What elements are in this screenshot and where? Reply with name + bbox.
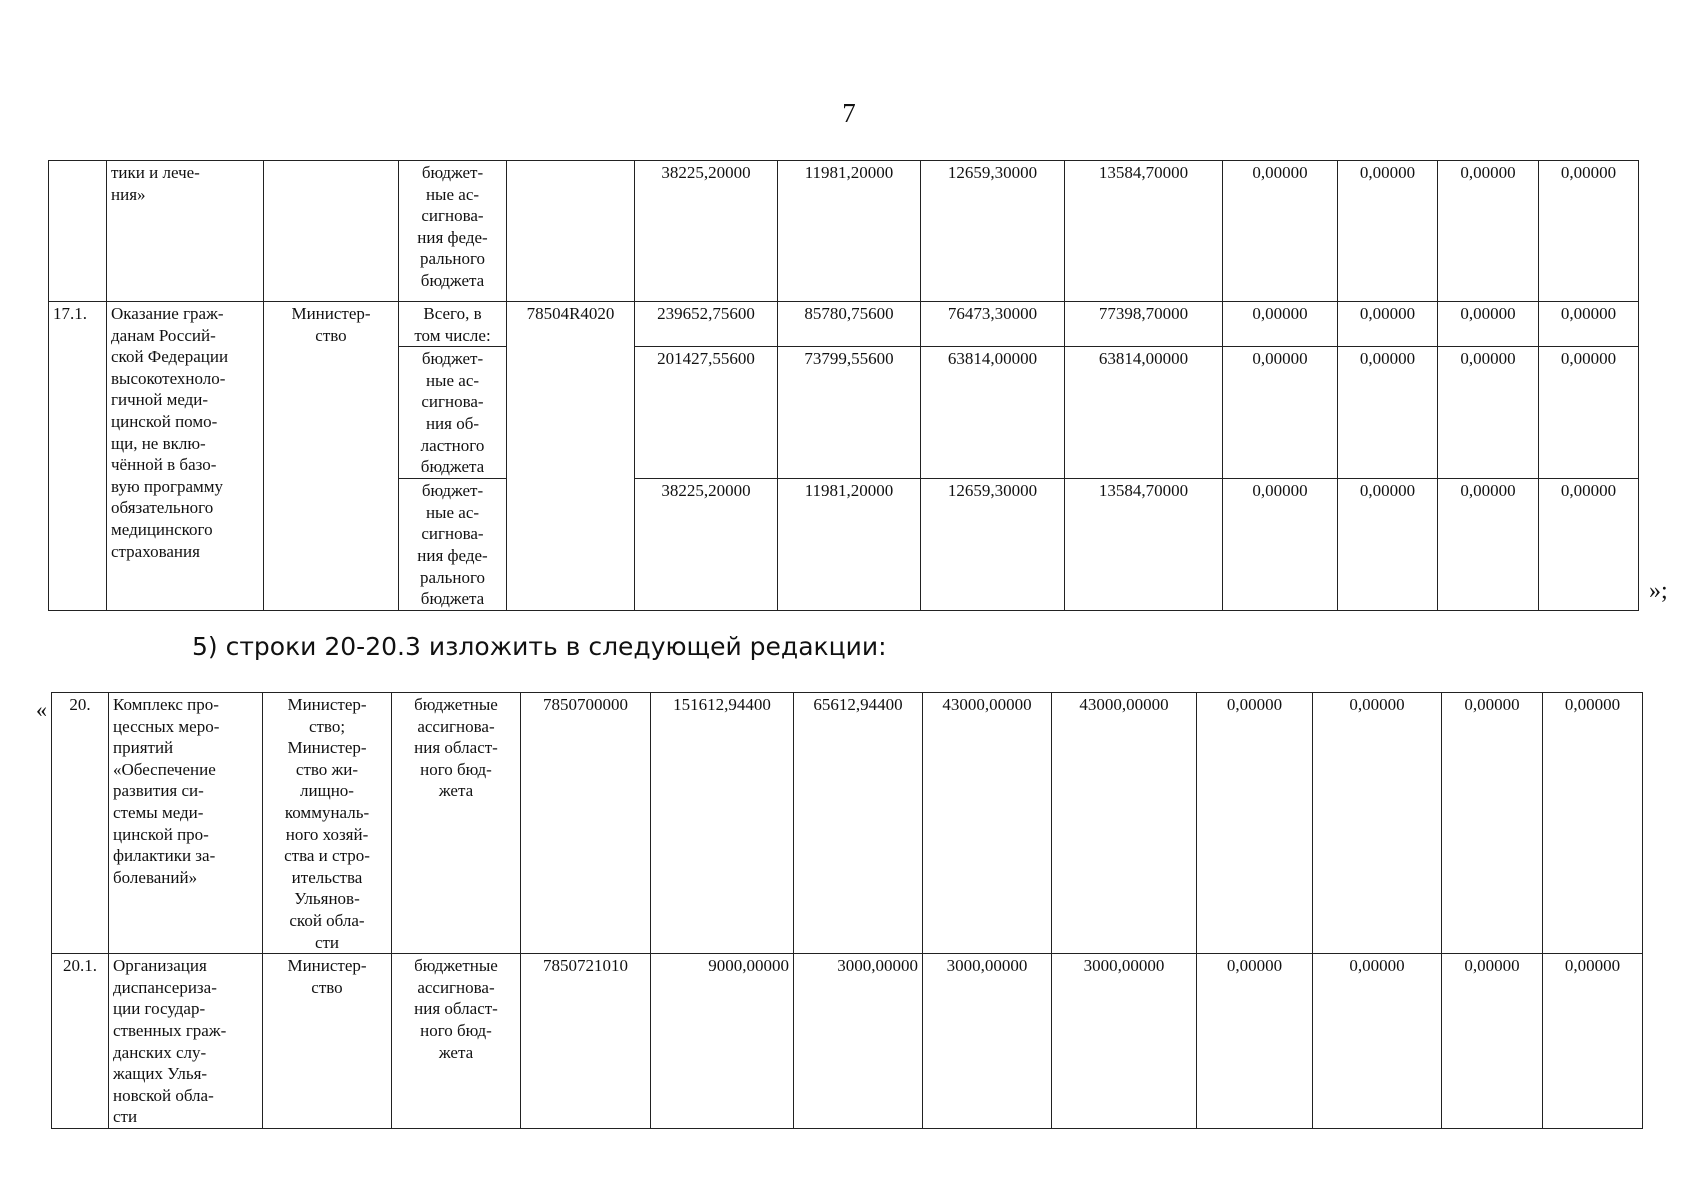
- budget-code-cell: 7850700000: [521, 693, 651, 954]
- year-amount-cell: 12659,30000: [921, 479, 1065, 611]
- year-amount-cell: 43000,00000: [923, 693, 1052, 954]
- year-amount-cell: 0,00000: [1338, 479, 1438, 611]
- measure-name-cell: тики и лече- ния»: [107, 161, 264, 302]
- year-amount-cell: 0,00000: [1338, 302, 1438, 347]
- year-amount-cell: 13584,70000: [1065, 479, 1223, 611]
- budget-code-cell: [507, 161, 635, 302]
- year-amount-cell: 0,00000: [1313, 693, 1442, 954]
- year-amount-cell: 0,00000: [1539, 302, 1639, 347]
- year-amount-cell: 0,00000: [1197, 693, 1313, 954]
- year-amount-cell: 76473,30000: [921, 302, 1065, 347]
- year-amount-cell: 73799,55600: [778, 347, 921, 479]
- total-amount-cell: 38225,20000: [635, 161, 778, 302]
- year-amount-cell: 13584,70000: [1065, 161, 1223, 302]
- row-number-cell: [49, 161, 107, 302]
- funding-source-cell: бюджет- ные ас- сигнова- ния феде- рального бюджета: [399, 479, 507, 611]
- year-amount-cell: 0,00000: [1539, 479, 1639, 611]
- year-amount-cell: 11981,20000: [778, 161, 921, 302]
- year-amount-cell: 0,00000: [1539, 161, 1639, 302]
- measure-name-cell: Комплекс про- цессных меро- приятий «Обеспечение развития си- стемы меди- цинской про- филактики за- болеваний»: [109, 693, 263, 954]
- total-amount-cell: 38225,20000: [635, 479, 778, 611]
- year-amount-cell: 63814,00000: [921, 347, 1065, 479]
- year-amount-cell: 0,00000: [1223, 161, 1338, 302]
- page-number: 7: [842, 98, 856, 128]
- year-amount-cell: 0,00000: [1223, 479, 1338, 611]
- year-amount-cell: 0,00000: [1313, 954, 1442, 1129]
- year-amount-cell: 3000,00000: [794, 954, 923, 1129]
- funding-source-cell: бюджет- ные ас- сигнова- ния феде- рального бюджета: [399, 161, 507, 302]
- executor-cell: Министер- ство; Министер- ство жи- лищно- коммуналь- ного хозяй- ства и стро- ительства Ульянов- ской обла- сти: [263, 693, 392, 954]
- year-amount-cell: 0,00000: [1338, 347, 1438, 479]
- total-amount-cell: 151612,94400: [651, 693, 794, 954]
- year-amount-cell: 0,00000: [1438, 479, 1539, 611]
- table-row: [52, 693, 1643, 954]
- year-amount-cell: 0,00000: [1543, 954, 1643, 1129]
- year-amount-cell: 0,00000: [1438, 161, 1539, 302]
- year-amount-cell: 0,00000: [1197, 954, 1313, 1129]
- year-amount-cell: 0,00000: [1438, 302, 1539, 347]
- executor-cell: Министер- ство: [264, 302, 399, 611]
- total-amount-cell: 239652,75600: [635, 302, 778, 347]
- amendment-instruction: 5) строки 20-20.3 изложить в следующей редакции:: [192, 632, 887, 661]
- year-amount-cell: 3000,00000: [1052, 954, 1197, 1129]
- table-row: [52, 954, 1643, 1129]
- year-amount-cell: 0,00000: [1539, 347, 1639, 479]
- year-amount-cell: 65612,94400: [794, 693, 923, 954]
- year-amount-cell: 12659,30000: [921, 161, 1065, 302]
- executor-cell: [264, 161, 399, 302]
- measure-name-cell: Оказание граж- данам Россий- ской Федерации высокотехноло- гичной меди- цинской помо- щи, не вклю- чённой в базо- вую программу обязательного медицинского страхования: [107, 302, 264, 611]
- closing-quote-mark: »;: [1649, 578, 1668, 604]
- executor-cell: Министер- ство: [263, 954, 392, 1129]
- year-amount-cell: 0,00000: [1223, 302, 1338, 347]
- year-amount-cell: 43000,00000: [1052, 693, 1197, 954]
- year-amount-cell: 85780,75600: [778, 302, 921, 347]
- year-amount-cell: 0,00000: [1543, 693, 1643, 954]
- year-amount-cell: 0,00000: [1438, 347, 1539, 479]
- row-number-cell: 20.: [52, 693, 109, 954]
- year-amount-cell: 0,00000: [1338, 161, 1438, 302]
- budget-code-cell: 78504R4020: [507, 302, 635, 611]
- budget-table-continued: [48, 160, 1639, 611]
- budget-code-cell: 7850721010: [521, 954, 651, 1129]
- table-row: [49, 302, 1639, 347]
- table-row: [49, 161, 1639, 302]
- opening-quote-mark: «: [36, 697, 47, 722]
- funding-source-cell: бюджет- ные ас- сигнова- ния об- ластного бюджета: [399, 347, 507, 479]
- year-amount-cell: 77398,70000: [1065, 302, 1223, 347]
- funding-source-cell: бюджетные ассигнова- ния област- ного бюд- жета: [392, 954, 521, 1129]
- total-amount-cell: 9000,00000: [651, 954, 794, 1129]
- row-number-cell: 17.1.: [49, 302, 107, 611]
- year-amount-cell: 0,00000: [1223, 347, 1338, 479]
- year-amount-cell: 11981,20000: [778, 479, 921, 611]
- year-amount-cell: 63814,00000: [1065, 347, 1223, 479]
- year-amount-cell: 0,00000: [1442, 954, 1543, 1129]
- funding-source-cell: Всего, в том числе:: [399, 302, 507, 347]
- total-amount-cell: 201427,55600: [635, 347, 778, 479]
- year-amount-cell: 0,00000: [1442, 693, 1543, 954]
- row-number-cell: 20.1.: [52, 954, 109, 1129]
- budget-table-amended: [51, 692, 1643, 1129]
- measure-name-cell: Организация диспансериза- ции государ- ственных граж- данских слу- жащих Улья- новской обла- сти: [109, 954, 263, 1129]
- funding-source-cell: бюджетные ассигнова- ния област- ного бюд- жета: [392, 693, 521, 954]
- year-amount-cell: 3000,00000: [923, 954, 1052, 1129]
